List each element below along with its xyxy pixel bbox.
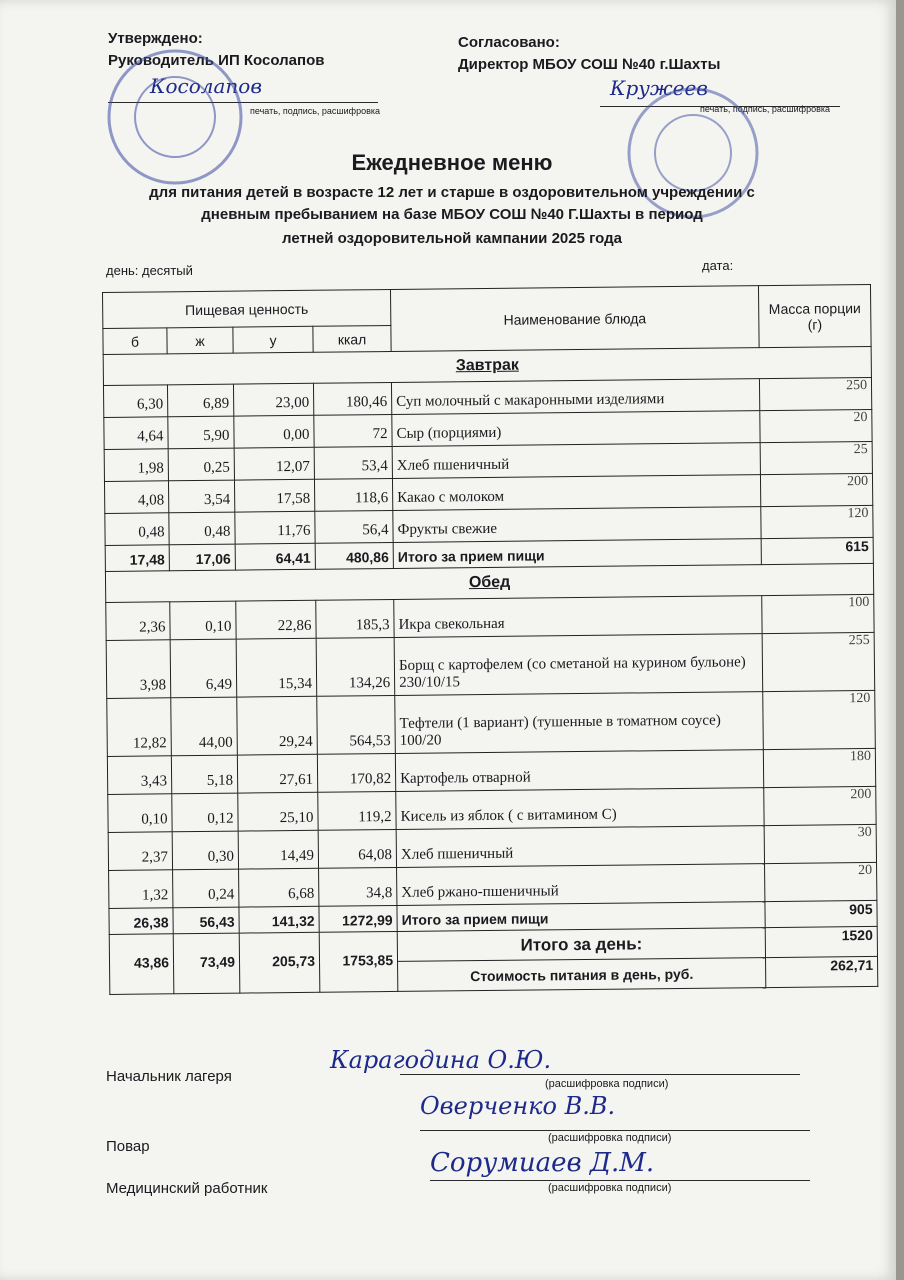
fat-cell: 0,30 bbox=[172, 831, 238, 870]
carbs-cell: 6,68 bbox=[239, 868, 319, 907]
mass-cell: 30 bbox=[764, 824, 876, 863]
signer-role-medic: Медицинский работник bbox=[106, 1180, 268, 1197]
total-protein-cell: 17,48 bbox=[105, 545, 169, 572]
kcal-cell: 34,8 bbox=[319, 867, 397, 906]
dish-name-cell: Хлеб пшеничный bbox=[392, 443, 760, 479]
col-kcal: ккал bbox=[313, 325, 391, 352]
agreed-signature: Кружеев bbox=[610, 76, 708, 100]
subtitle-line-1: для питания детей в возрасте 12 лет и старше в оздоровительном учреждении с bbox=[149, 184, 755, 201]
dish-name-cell: Сыр (порциями) bbox=[392, 411, 760, 447]
carbs-cell: 17,58 bbox=[234, 479, 314, 512]
fat-cell: 5,18 bbox=[171, 755, 237, 794]
dish-name-cell: Тефтели (1 вариант) (тушенные в томатном соусе) 100/20 bbox=[395, 692, 764, 754]
mass-cell: 200 bbox=[764, 786, 876, 825]
day-label: день: десятый bbox=[106, 263, 193, 278]
mass-cell: 200 bbox=[760, 473, 872, 506]
day-total-label: Итого за день: bbox=[397, 928, 765, 962]
mass-header: Масса порции (г) bbox=[759, 284, 872, 347]
day-total-kcal: 1753,85 bbox=[319, 931, 398, 992]
kcal-cell: 185,3 bbox=[316, 599, 394, 638]
dish-name-cell: Кисель из яблок ( с витамином С) bbox=[396, 788, 764, 830]
total-carbs-cell: 141,32 bbox=[239, 906, 319, 933]
total-protein-cell: 26,38 bbox=[109, 908, 173, 935]
total-kcal-cell: 480,86 bbox=[315, 542, 393, 569]
protein-cell: 1,32 bbox=[109, 870, 173, 909]
signer-line-medic bbox=[430, 1180, 810, 1181]
subtitle-line-2: дневным пребыванием на базе МБОУ СОШ №40 Г.Шахты в период bbox=[201, 206, 703, 223]
signer-caption-cook: (расшифровка подписи) bbox=[548, 1132, 672, 1144]
mass-cell: 250 bbox=[759, 377, 871, 410]
kcal-cell: 119,2 bbox=[318, 791, 396, 830]
protein-cell: 0,10 bbox=[108, 794, 172, 833]
agreed-role: Директор МБОУ СОШ №40 г.Шахты bbox=[458, 56, 721, 73]
fat-cell: 0,48 bbox=[169, 512, 235, 545]
carbs-cell: 0,00 bbox=[234, 415, 314, 448]
dish-name-cell: Хлеб пшеничный bbox=[396, 826, 764, 868]
protein-cell: 4,64 bbox=[104, 417, 168, 450]
day-total-carbs: 205,73 bbox=[239, 932, 320, 993]
carbs-cell: 11,76 bbox=[235, 511, 315, 544]
col-protein: б bbox=[103, 328, 167, 355]
approved-label: Утверждено: bbox=[108, 30, 203, 47]
dish-name-cell: Какао с молоком bbox=[393, 475, 761, 511]
kcal-cell: 53,4 bbox=[314, 446, 392, 479]
carbs-cell: 25,10 bbox=[238, 792, 318, 831]
signer-signature-medic: Сорумиаев Д.М. bbox=[430, 1148, 655, 1178]
protein-cell: 2,37 bbox=[108, 832, 172, 871]
mass-cell: 180 bbox=[763, 748, 875, 787]
signer-signature-head: Карагодина О.Ю. bbox=[330, 1046, 552, 1074]
protein-cell: 3,98 bbox=[106, 640, 171, 699]
total-label-cell: Итого за прием пищи bbox=[397, 902, 765, 932]
total-fat-cell: 17,06 bbox=[169, 544, 235, 571]
mass-cell: 20 bbox=[760, 409, 872, 442]
signer-caption-head: (расшифровка подписи) bbox=[545, 1078, 669, 1090]
subtitle-line-3: летней оздоровительной кампании 2025 года bbox=[282, 230, 622, 247]
fat-cell: 5,90 bbox=[168, 416, 234, 449]
breakfast-title: Завтрак bbox=[103, 346, 871, 385]
day-total-fat: 73,49 bbox=[173, 933, 240, 994]
document-title: Ежедневное меню bbox=[351, 150, 553, 175]
mass-cell: 255 bbox=[762, 632, 875, 691]
breakfast-rows bbox=[103, 377, 873, 571]
signer-role-cook: Повар bbox=[106, 1138, 150, 1155]
mass-cell: 20 bbox=[765, 862, 877, 901]
fat-cell: 0,12 bbox=[172, 793, 238, 832]
total-mass-cell: 905 bbox=[765, 900, 877, 927]
carbs-cell: 14,49 bbox=[238, 830, 318, 869]
fat-cell: 0,24 bbox=[173, 869, 239, 908]
signer-caption-medic: (расшифровка подписи) bbox=[548, 1182, 672, 1194]
agreed-label: Согласовано: bbox=[458, 34, 560, 51]
carbs-cell: 22,86 bbox=[236, 600, 316, 639]
table-row bbox=[107, 690, 876, 756]
lunch-title: Обед bbox=[105, 563, 873, 602]
dish-name-cell: Хлеб ржано-пшеничный bbox=[397, 864, 765, 906]
dish-name-cell: Суп молочный с макаронными изделиями bbox=[392, 379, 760, 415]
protein-cell: 1,98 bbox=[104, 449, 168, 482]
kcal-cell: 134,26 bbox=[316, 637, 395, 696]
kcal-cell: 170,82 bbox=[317, 753, 395, 792]
total-kcal-cell: 1272,99 bbox=[319, 905, 397, 932]
carbs-cell: 12,07 bbox=[234, 447, 314, 480]
date-label: дата: bbox=[702, 258, 734, 273]
fat-cell: 6,89 bbox=[167, 384, 233, 417]
nutrition-header: Пищевая ценность bbox=[103, 289, 391, 328]
carbs-cell: 29,24 bbox=[237, 696, 318, 755]
table-header-row bbox=[103, 284, 871, 328]
signer-line-cook bbox=[420, 1130, 810, 1131]
protein-cell: 4,08 bbox=[104, 481, 168, 514]
protein-cell: 12,82 bbox=[107, 698, 172, 757]
signer-signature-cook: Оверченко В.В. bbox=[420, 1092, 616, 1120]
dish-header: Наименование блюда bbox=[391, 286, 760, 352]
approved-signature: Косолапов bbox=[150, 74, 262, 98]
protein-cell: 3,43 bbox=[107, 756, 171, 795]
kcal-cell: 118,6 bbox=[314, 478, 392, 511]
carbs-cell: 27,61 bbox=[237, 754, 317, 793]
kcal-cell: 180,46 bbox=[313, 382, 391, 415]
total-carbs-cell: 64,41 bbox=[235, 543, 315, 570]
table-row bbox=[106, 632, 875, 698]
carbs-cell: 15,34 bbox=[236, 638, 317, 697]
fat-cell: 6,49 bbox=[170, 639, 237, 698]
approved-caption: печать, подпись, расшифровка bbox=[250, 106, 381, 116]
kcal-cell: 72 bbox=[314, 414, 392, 447]
total-mass-cell: 615 bbox=[761, 537, 873, 564]
fat-cell: 0,10 bbox=[170, 601, 236, 640]
menu-table bbox=[102, 284, 878, 995]
fat-cell: 3,54 bbox=[168, 480, 234, 513]
dish-name-cell: Икра свекольная bbox=[394, 596, 762, 638]
agreed-caption: печать, подпись, расшифровка bbox=[700, 104, 831, 114]
total-label-cell: Итого за прием пищи bbox=[393, 539, 761, 569]
dish-name-cell: Картофель отварной bbox=[395, 750, 763, 792]
kcal-cell: 56,4 bbox=[315, 510, 393, 543]
fat-cell: 0,25 bbox=[168, 448, 234, 481]
mass-cell: 25 bbox=[760, 441, 872, 474]
col-fat: ж bbox=[167, 327, 233, 354]
protein-cell: 2,36 bbox=[106, 602, 170, 641]
protein-cell: 0,48 bbox=[105, 513, 169, 546]
mass-cell: 120 bbox=[763, 690, 876, 749]
kcal-cell: 564,53 bbox=[317, 695, 396, 754]
kcal-cell: 64,08 bbox=[318, 829, 396, 868]
cost-value: 262,71 bbox=[766, 956, 878, 987]
carbs-cell: 23,00 bbox=[233, 383, 313, 416]
cost-label: Стоимость питания в день, руб. bbox=[398, 958, 766, 992]
dish-name-cell: Борщ с картофелем (со сметаной на курином бульоне) 230/10/15 bbox=[394, 634, 763, 696]
fat-cell: 44,00 bbox=[171, 697, 238, 756]
mass-cell: 100 bbox=[762, 594, 874, 633]
dish-name-cell: Фрукты свежие bbox=[393, 507, 761, 543]
total-fat-cell: 56,43 bbox=[173, 907, 239, 934]
signer-role-head: Начальник лагеря bbox=[106, 1068, 232, 1085]
signer-line-head bbox=[400, 1074, 800, 1075]
day-total-protein: 43,86 bbox=[109, 934, 174, 995]
protein-cell: 6,30 bbox=[103, 385, 167, 418]
mass-cell: 120 bbox=[761, 505, 873, 538]
col-carbs: у bbox=[233, 326, 313, 353]
day-total-mass: 1520 bbox=[765, 926, 877, 957]
approved-role: Руководитель ИП Косолапов bbox=[108, 52, 325, 69]
lunch-rows bbox=[106, 594, 877, 934]
